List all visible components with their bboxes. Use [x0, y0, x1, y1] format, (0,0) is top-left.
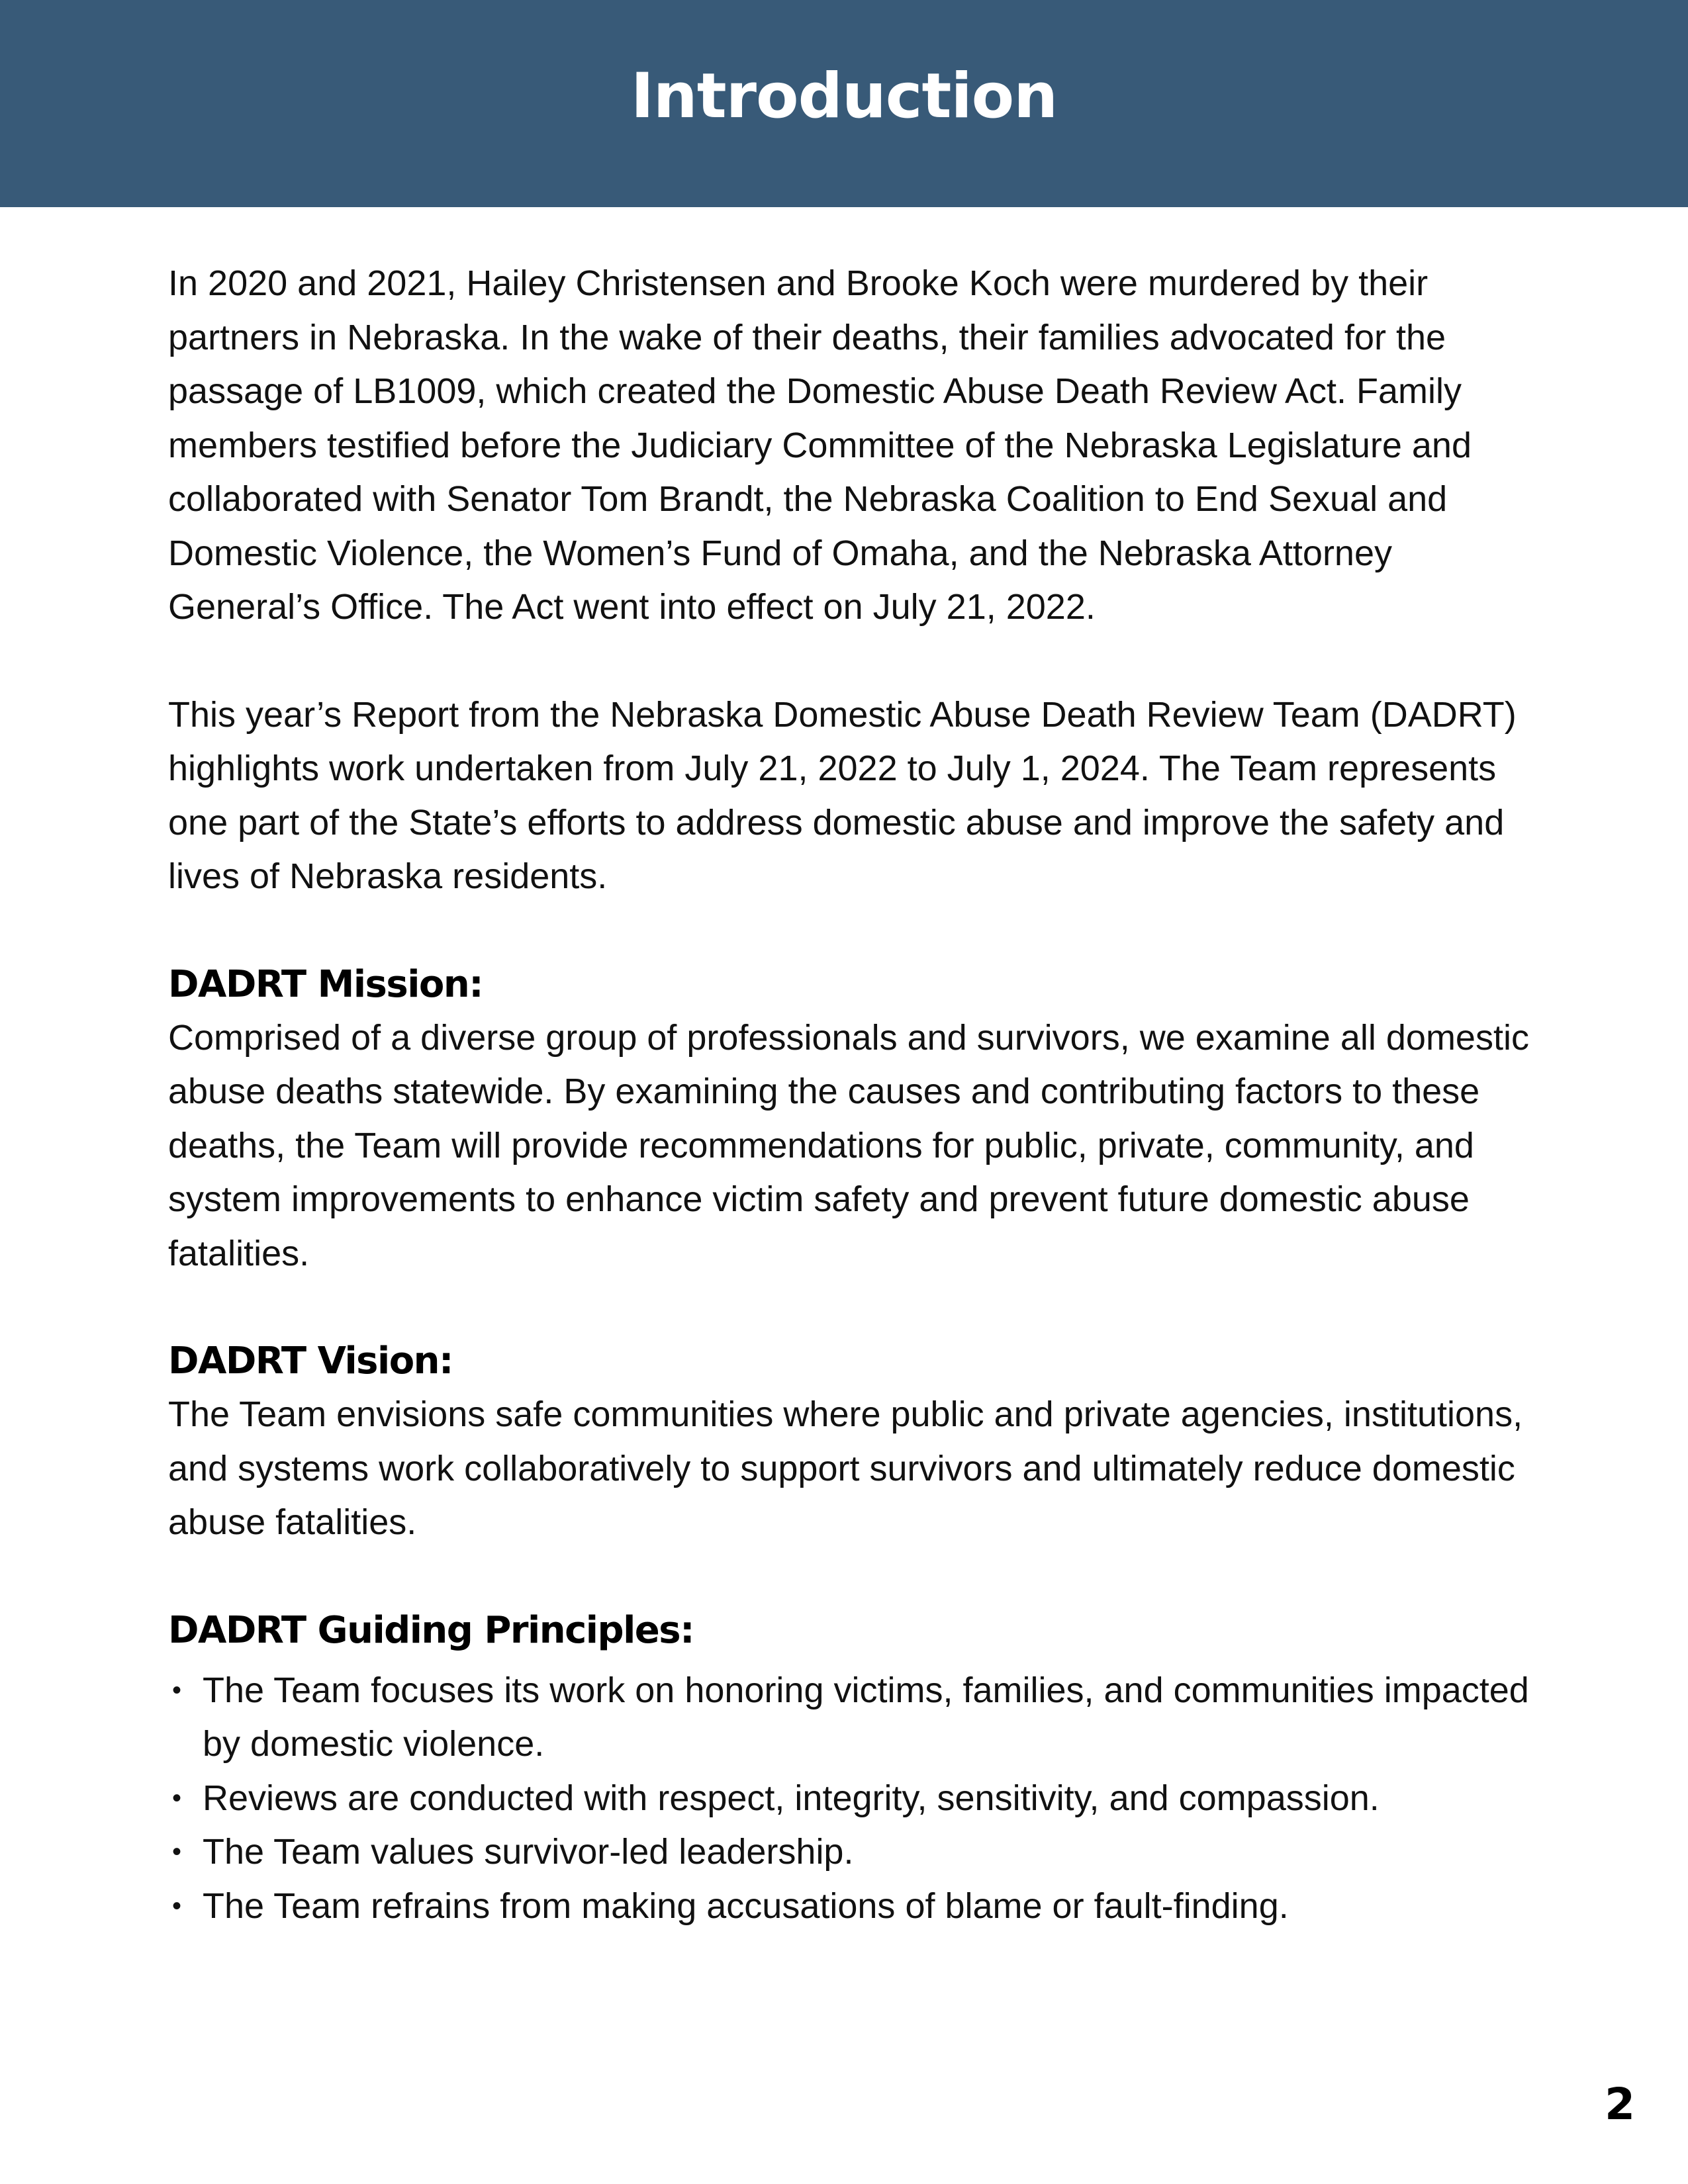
bullet-icon: •: [172, 1783, 182, 1813]
paragraph-spacer: [168, 635, 1545, 688]
principles-heading: DADRT Guiding Principles:: [168, 1608, 694, 1652]
vision-heading: DADRT Vision:: [168, 1340, 453, 1383]
paragraph-spacer: [168, 904, 1545, 958]
principles-list: [168, 1664, 1545, 1934]
principle-text: The Team refrains from making accusations of blame or fault-finding.: [203, 1886, 1289, 1926]
bullet-icon: •: [172, 1891, 182, 1921]
intro-paragraph-2: This year’s Report from the Nebraska Domestic Abuse Death Review Team (DADRT) highlights work undertaken from July 21, 2022 to July 1, 2024. The Team represents one part of the State’s efforts to address domestic abuse and improve the safety and lives of Nebraska residents.: [168, 694, 1517, 896]
bullet-icon: •: [172, 1837, 182, 1866]
mission-section: [168, 958, 1545, 1281]
principles-section: [168, 1604, 1545, 1934]
main-content: [168, 257, 1545, 1933]
mission-heading: DADRT Mission:: [168, 962, 483, 1006]
mission-text: Comprised of a diverse group of professionals and survivors, we examine all domestic abuse deaths statewide. By examining the causes and contributing factors to these deaths, the Team will provide recommendations for public, private, community, and system improvements to enhance victim safety and prevent future domestic abuse fatalities.: [168, 1017, 1529, 1273]
principle-item: [168, 1772, 1545, 1826]
page-title: Introduction: [630, 60, 1058, 132]
section-spacer: [168, 1281, 1545, 1334]
principle-item: [168, 1825, 1545, 1880]
principle-text: The Team values survivor-led leadership.: [203, 1832, 854, 1872]
bullet-icon: •: [172, 1675, 182, 1705]
principle-text: Reviews are conducted with respect, integrity, sensitivity, and compassion.: [203, 1778, 1380, 1818]
intro-paragraph-1: In 2020 and 2021, Hailey Christensen and Brooke Koch were murdered by their partners in Nebraska. In the wake of their deaths, their families advocated for the passage of LB1009, which created the Domestic Abuse Death Review Act. Family members testified before the Judiciary Committee of the Nebraska Legislature and collaborated with Senator Tom Brandt, the Nebraska Coalition to End Sexual and Domestic Violence, the Women’s Fund of Omaha, and the Nebraska Attorney General’s Office. The Act went into effect on July 21, 2022.: [168, 263, 1472, 627]
header-band: [0, 0, 1688, 207]
section-spacer: [168, 1550, 1545, 1604]
principle-item: [168, 1880, 1545, 1934]
principle-item: [168, 1664, 1545, 1772]
page-number: 2: [1605, 2079, 1635, 2130]
principle-text: The Team focuses its work on honoring victims, families, and communities impacted by domestic violence.: [203, 1670, 1529, 1764]
vision-text: The Team envisions safe communities where public and private agencies, institutions, and systems work collaboratively to support survivors and ultimately reduce domestic abuse fatalities.: [168, 1394, 1523, 1542]
vision-section: [168, 1334, 1545, 1550]
